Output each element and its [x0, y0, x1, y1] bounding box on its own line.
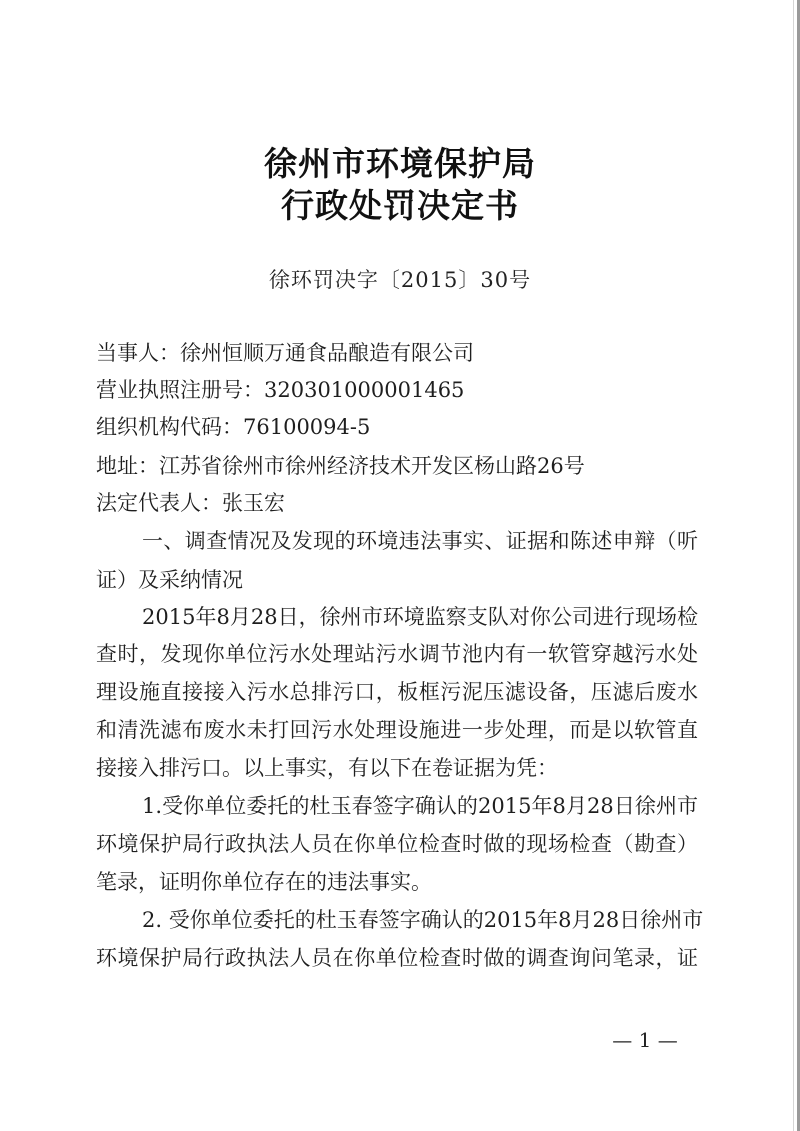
legal-representative-line: 法定代表人：张玉宏 [96, 491, 285, 515]
evidence-item-1-line: 环境保护局行政执法人员在你单位检查时做的现场检查（勘查） [96, 832, 698, 856]
evidence-item-1-line: 1.受你单位委托的杜玉春签字确认的2015年8月28日徐州市 [142, 794, 698, 818]
paragraph-line: 理设施直接接入污水总排污口，板框污泥压滤设备，压滤后废水 [96, 680, 698, 704]
paragraph-line: 查时，发现你单位污水处理站污水调节池内有一软管穿越污水处 [96, 642, 698, 666]
title-line-1: 徐州市环境保护局 [264, 144, 536, 183]
evidence-item-2-line: 2. 受你单位委托的杜玉春签字确认的2015年8月28日徐州市 [142, 908, 704, 932]
license-number-line: 营业执照注册号：320301000001465 [96, 378, 465, 402]
document-number: 徐环罚决字〔2015〕30号 [268, 268, 532, 292]
paragraph-line: 接接入排污口。以上事实，有以下在卷证据为凭： [96, 756, 558, 780]
paragraph-line: 2015年8月28日，徐州市环境监察支队对你公司进行现场检 [142, 605, 698, 629]
address-line: 地址：江苏省徐州市徐州经济技术开发区杨山路26号 [96, 454, 585, 478]
evidence-item-2-line: 环境保护局行政执法人员在你单位检查时做的调查询问笔录，证 [96, 946, 698, 970]
organization-code-line: 组织机构代码：76100094-5 [96, 415, 371, 439]
title-line-2: 行政处罚决定书 [281, 186, 519, 225]
paragraph-line: 证）及采纳情况 [96, 568, 243, 592]
evidence-item-1-line: 笔录，证明你单位存在的违法事实。 [96, 870, 432, 894]
paragraph-line: 一、调查情况及发现的环境违法事实、证据和陈述申辩（听 [142, 529, 698, 553]
paragraph-line: 和清洗滤布废水未打回污水处理设施进一步处理，而是以软管直 [96, 718, 698, 742]
page-number: — 1 — [612, 1028, 678, 1052]
party-line: 当事人：徐州恒顺万通食品酿造有限公司 [96, 341, 474, 365]
